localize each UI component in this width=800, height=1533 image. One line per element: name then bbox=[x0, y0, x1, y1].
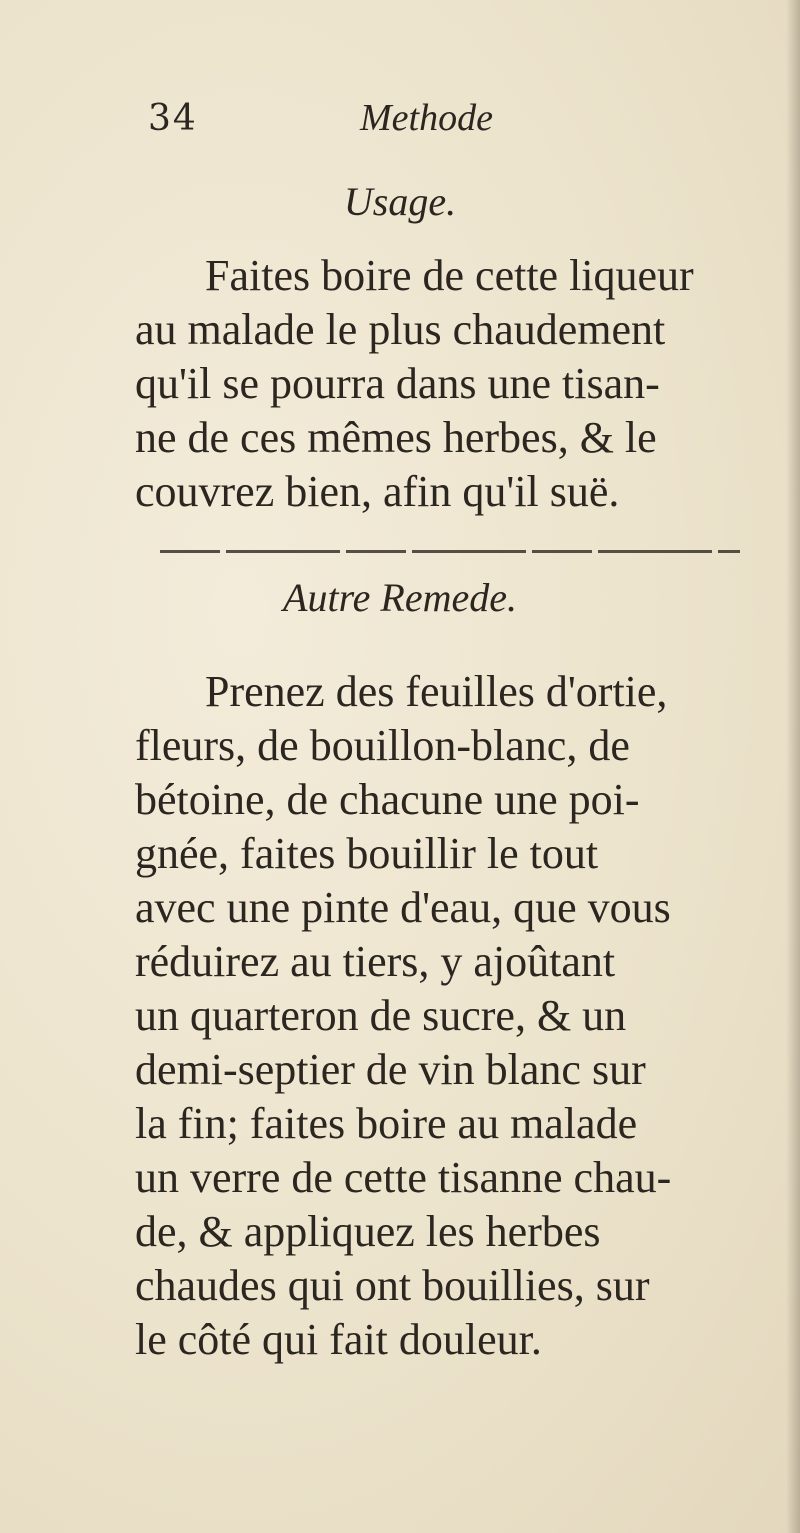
text-line: au malade le plus chaudement bbox=[135, 305, 666, 354]
text-line: demi-septier de vin blanc sur bbox=[135, 1045, 646, 1094]
text-line: Prenez des feuilles d'ortie, bbox=[205, 667, 668, 716]
text-line: le côté qui fait douleur. bbox=[135, 1315, 542, 1364]
page-number: 34 bbox=[148, 98, 198, 139]
text-line: ne de ces mêmes herbes, & le bbox=[135, 413, 657, 462]
text-line: qu'il se pourra dans une tisan- bbox=[135, 359, 660, 408]
text-line: la fin; faites boire au malade bbox=[135, 1099, 638, 1148]
page-edge-shadow bbox=[786, 0, 800, 1533]
text-line: un verre de cette tisanne chau- bbox=[135, 1153, 672, 1202]
text-line: Faites boire de cette liqueur bbox=[205, 251, 694, 300]
text-line: bétoine, de chacune une poi- bbox=[135, 775, 640, 824]
text-line: gnée, faites bouillir le tout bbox=[135, 829, 599, 878]
text-line: fleurs, de bouillon-blanc, de bbox=[135, 721, 630, 770]
text-line: un quarteron de sucre, & un bbox=[135, 991, 627, 1040]
text-line: chaudes qui ont bouillies, sur bbox=[135, 1261, 650, 1310]
section-title-usage: Usage. bbox=[343, 179, 457, 224]
section-divider-rule bbox=[160, 550, 740, 553]
text-line: couvrez bien, afin qu'il suë. bbox=[135, 467, 620, 516]
running-head: Methode bbox=[360, 97, 493, 139]
text-line: avec une pinte d'eau, que vous bbox=[135, 883, 671, 932]
text-line: réduirez au tiers, y ajoûtant bbox=[135, 937, 616, 986]
text-line: de, & appliquez les herbes bbox=[135, 1207, 601, 1256]
section-title-autre-remede: Autre Remede. bbox=[283, 575, 517, 620]
